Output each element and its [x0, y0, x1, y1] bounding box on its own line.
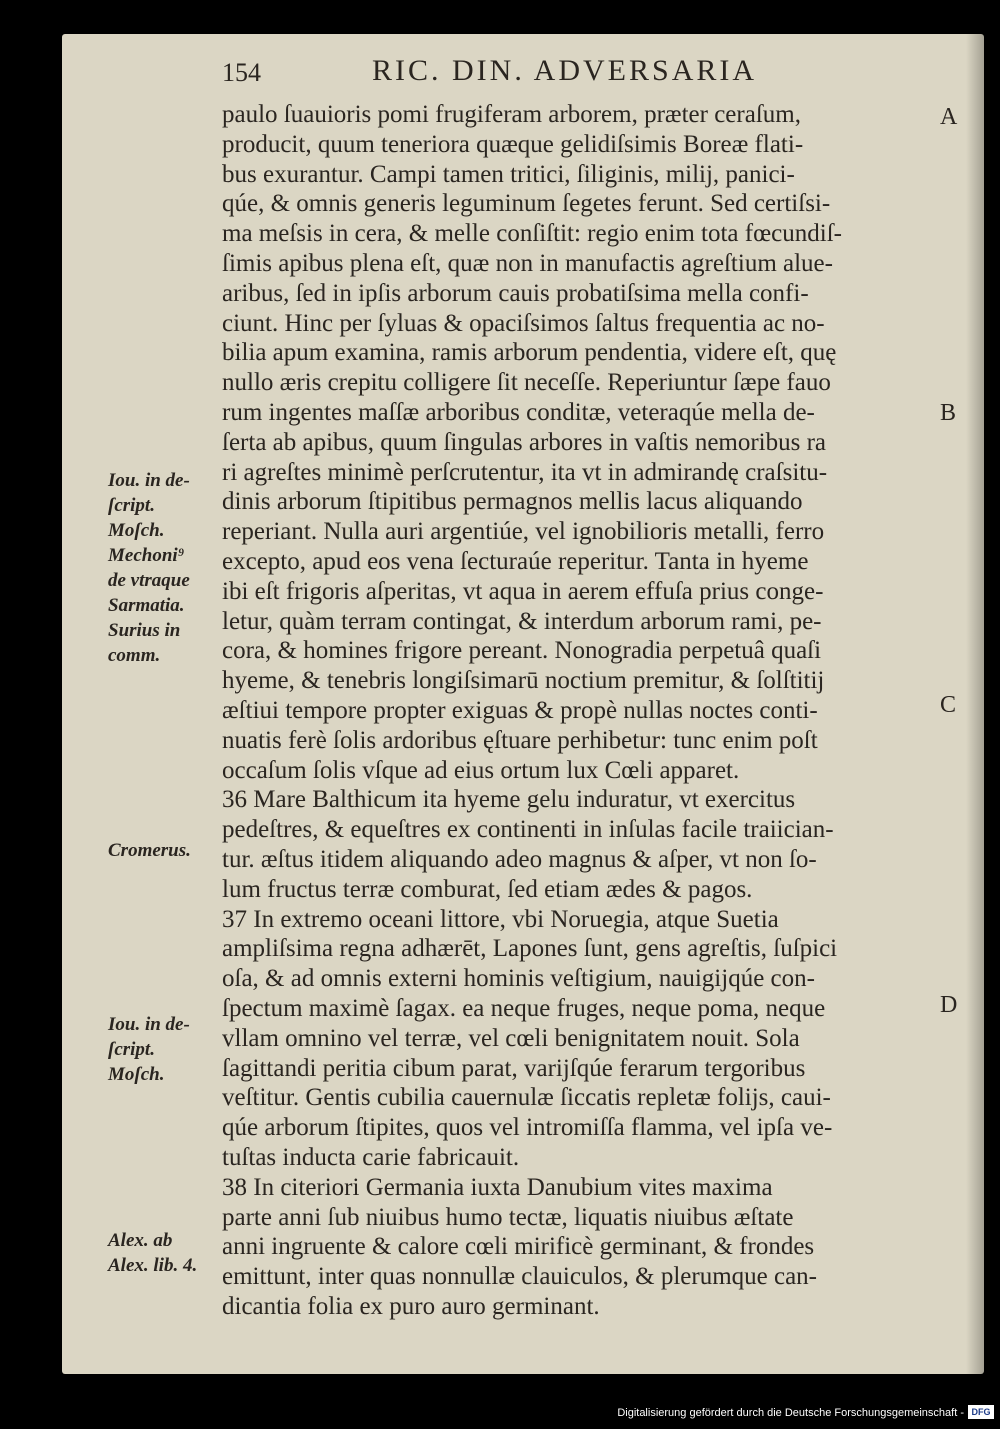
- text-line: ſerta ab apibus, quum ſingulas arbores in vaſtis nemoribus ra: [222, 428, 827, 456]
- text-line: tuſtas inducta carie fabricauit.: [222, 1144, 520, 1171]
- text-line: ibi eſt frigoris aſperitas, vt aqua in aerem effuſa prius conge-: [222, 577, 824, 605]
- text-line: anni ingruente & calore cœli mirificè germinant, & frondes: [222, 1233, 815, 1261]
- digitization-footer: [0, 1395, 1000, 1429]
- text-line: cora, & homines frigore pereant. Nonogradia perpetuâ quaſi: [222, 637, 822, 665]
- text-line: parte anni ſub niuibus humo tectæ, liquatis niuibus æſtate: [222, 1203, 794, 1231]
- text-line: nuatis ferè ſolis ardoribus ęſtuare perhibetur: tunc enim poſt: [222, 726, 818, 754]
- text-line: veſtitur. Gentis cubilia cauernulæ ſiccatis repletæ folijs, caui-: [222, 1084, 831, 1112]
- margin-citation-line: Cromerus.: [108, 840, 191, 861]
- margin-citation-line: Alex. ab: [108, 1230, 173, 1251]
- text-line: ſagittandi peritia cibum parat, varijſqúe ferarum tergoribus: [222, 1054, 806, 1082]
- text-line: qúe arborum ſtipites, quos vel intromiſſa flamma, vel ipſa ve-: [222, 1114, 833, 1142]
- margin-citation-line: comm.: [108, 645, 161, 666]
- text-line: excepto, apud eos vena ſecturaúe reperitur. Tanta in hyeme: [222, 548, 809, 575]
- text-line: 37 In extremo oceani littore, vbi Noruegia, atque Suetia: [222, 905, 779, 933]
- text-line: bus exurantur. Campi tamen tritici, ſiliginis, milij, panici-: [222, 160, 795, 188]
- margin-citation-line: Alex. lib. 4.: [108, 1255, 198, 1276]
- text-line: æſtiui tempore propter exiguas & propè nullas noctes conti-: [222, 697, 818, 724]
- text-line: dinis arborum ſtipitibus permagnos mellis lacus aliquando: [222, 488, 803, 516]
- margin-citation: [108, 1012, 228, 1087]
- running-head: RIC. DIN. ADVERSARIA: [372, 54, 758, 87]
- text-line: occaſum ſolis vſque ad eius ortum lux Cœli apparet.: [222, 756, 740, 784]
- text-line: oſa, & ad omnis externi hominis veſtigium, nauigijqúe con-: [222, 965, 815, 993]
- text-line: rum ingentes maſſæ arboribus conditæ, veteraqúe mella de-: [222, 399, 815, 426]
- margin-citation-line: Iou. in de-: [108, 470, 190, 491]
- footer-credit: Digitalisierung gefördert durch die Deutsche Forschungsgemeinschaft -: [617, 1407, 964, 1419]
- text-line: reperiant. Nulla auri argentiúe, vel ignobilioris metalli, ferro: [222, 518, 825, 546]
- text-line: vllam omnino vel terræ, vel cœli benignitatem nouit. Sola: [222, 1024, 800, 1052]
- page-number: 154: [222, 58, 261, 87]
- text-line: tur. æſtus itidem aliquando adeo magnus & aſper, vt non ſo-: [222, 846, 817, 873]
- text-line: paulo ſuauioris pomi frugiferam arborem, præter ceraſum,: [222, 101, 801, 128]
- margin-citation-line: Iou. in de-: [108, 1014, 190, 1035]
- margin-citation-line: ſcript.: [108, 495, 155, 516]
- text-line: ma meſsis in cera, & melle conſiſtit: regio enim tota fœcundiſ-: [222, 220, 842, 248]
- text-line: hyeme, & tenebris longiſsimarū noctium premitur, & ſolſtitij: [222, 667, 825, 695]
- section-letter: C: [940, 692, 957, 718]
- text-line: ciunt. Hinc per ſyluas & opaciſsimos ſaltus frequentia ac no-: [222, 309, 825, 337]
- text-line: emittunt, inter quas nonnullæ clauiculos, & plerumque can-: [222, 1263, 818, 1291]
- page-header: [222, 54, 862, 94]
- text-line: 36 Mare Balthicum ita hyeme gelu induratur, vt exercitus: [222, 786, 796, 814]
- text-line: ri agreſtes minimè perſcrutentur, ita vt in admirandę craſsitu-: [222, 458, 828, 486]
- text-line: producit, quum teneriora quæque gelidiſsimis Boreæ flati-: [222, 130, 804, 158]
- text-line: lum fructus terræ comburat, ſed etiam ædes & pagos.: [222, 875, 753, 903]
- text-line: ſpectum maximè ſagax. ea neque fruges, neque poma, neque: [222, 995, 826, 1022]
- margin-citation-line: Moſch.: [108, 520, 165, 541]
- text-line: dicantia folia ex puro auro germinant.: [222, 1293, 600, 1320]
- page-edge-shadow: [966, 34, 984, 1374]
- margin-citation-line: ſcript.: [108, 1039, 155, 1060]
- margin-citation-line: de vtraque: [108, 570, 190, 591]
- text-line: letur, quàm terram contingat, & interdum arborum rami, pe-: [222, 607, 822, 635]
- section-letter: A: [940, 104, 958, 130]
- text-line: pedeſtres, & equeſtres ex continenti in inſulas facile traiician-: [222, 816, 834, 844]
- text-line: nullo æris crepitu colligere ſit neceſſe. Reperiuntur ſæpe fauo: [222, 369, 831, 397]
- text-line: ampliſsima regna adhærēt, Lapones ſunt, gens agreſtis, ſuſpici: [222, 935, 838, 963]
- text-line: qúe, & omnis generis leguminum ſegetes ferunt. Sed certiſsi-: [222, 190, 831, 218]
- section-letter: B: [940, 400, 957, 426]
- margin-citation: [108, 838, 228, 863]
- dfg-logo: DFG: [968, 1405, 994, 1419]
- margin-citation-line: Surius in: [108, 620, 181, 641]
- margin-citation: [108, 1228, 228, 1278]
- text-line: ſimis apibus plena eſt, quæ non in manufactis agreſtium alue-: [222, 250, 833, 277]
- margin-citation-line: Moſch.: [108, 1064, 165, 1085]
- margin-citation-line: Mechoni⁹: [108, 545, 185, 566]
- section-letter: D: [940, 992, 958, 1018]
- text-line: bilia apum examina, ramis arborum pendentia, videre eſt, quę: [222, 339, 837, 367]
- margin-citation-line: Sarmatia.: [108, 595, 185, 616]
- text-line: aribus, ſed in ipſis arborum cauis probatiſsima mella confi-: [222, 279, 809, 307]
- text-line: 38 In citeriori Germania iuxta Danubium vites maxima: [222, 1173, 773, 1201]
- margin-citation: [108, 468, 228, 668]
